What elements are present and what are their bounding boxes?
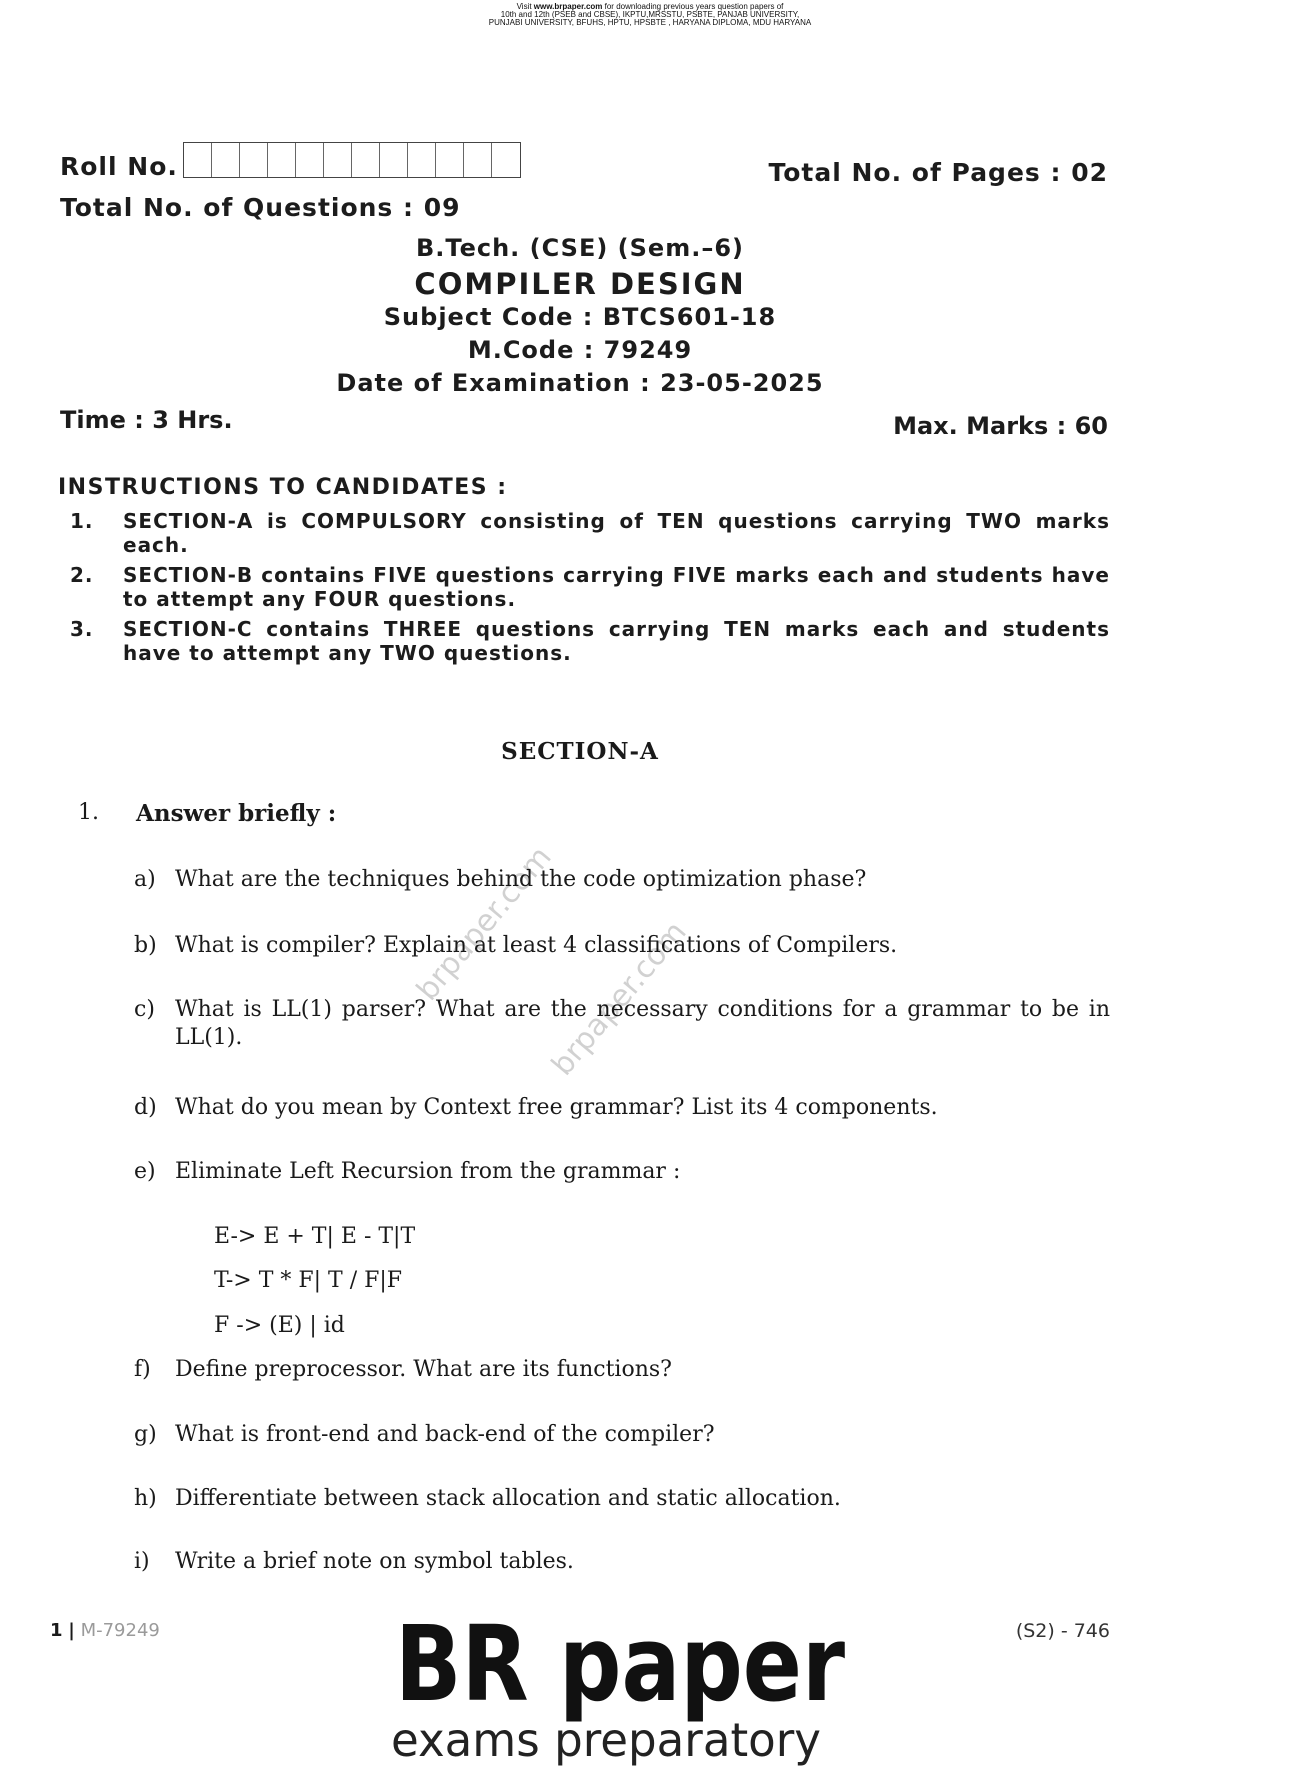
course-title: B.Tech. (CSE) (Sem.–6) xyxy=(415,234,744,262)
sub-question-text: What are the techniques behind the code optimization phase? xyxy=(175,867,867,892)
subject-title: COMPILER DESIGN xyxy=(414,267,746,301)
sub-question xyxy=(134,1094,1110,1122)
sub-question-text: What is compiler? Explain at least 4 classifications of Compilers. xyxy=(175,933,898,958)
instruction-text: SECTION-C contains THREE questions carrying TEN marks each and students have to attempt any TWO questions. xyxy=(123,617,1110,665)
watermark: brpaper.com xyxy=(410,839,559,1008)
instruction-item xyxy=(70,563,1110,611)
instruction-text: SECTION-B contains FIVE questions carrying FIVE marks each and students have to attempt any FOUR questions. xyxy=(123,563,1110,611)
sub-question-label: g) xyxy=(134,1422,157,1447)
subject-code: Subject Code : BTCS601-18 xyxy=(383,303,777,331)
instruction-number: 3. xyxy=(70,617,94,641)
footer-page-info xyxy=(50,1620,160,1641)
sub-question xyxy=(134,1485,1110,1513)
sub-question xyxy=(134,1356,1110,1384)
logo-tagline: exams preparatory xyxy=(391,1713,821,1767)
exam-time: Time : 3 Hrs. xyxy=(60,406,233,434)
top-notice-prefix: Visit xyxy=(516,2,534,11)
instruction-item xyxy=(70,509,1110,557)
watermark: brpaper.com xyxy=(545,914,694,1083)
sub-question-text: Eliminate Left Recursion from the grammar : xyxy=(175,1159,681,1184)
instruction-number: 1. xyxy=(70,509,94,533)
sub-question-label: c) xyxy=(134,997,155,1022)
question-title: Answer briefly : xyxy=(136,800,337,827)
total-questions: Total No. of Questions : 09 xyxy=(60,193,461,222)
max-marks: Max. Marks : 60 xyxy=(893,412,1108,440)
brpaper-logo xyxy=(380,1603,860,1768)
sub-question-text: What is front-end and back-end of the compiler? xyxy=(175,1422,715,1447)
sub-question-text: Write a brief note on symbol tables. xyxy=(175,1549,574,1574)
total-pages: Total No. of Pages : 02 xyxy=(768,158,1108,187)
instruction-item xyxy=(70,617,1110,665)
sub-question xyxy=(134,1421,1110,1449)
roll-no-boxes[interactable] xyxy=(183,142,521,178)
top-notice-site-link[interactable]: www.brpaper.com xyxy=(533,2,603,11)
sub-question-label: i) xyxy=(134,1549,150,1574)
question-number: 1. xyxy=(78,800,99,825)
top-notice xyxy=(0,3,1300,27)
sub-question-label: a) xyxy=(134,867,156,892)
instructions-title: INSTRUCTIONS TO CANDIDATES : xyxy=(58,475,508,500)
sub-question-text: Differentiate between stack allocation and static allocation. xyxy=(175,1486,841,1511)
sub-question xyxy=(134,866,1110,894)
sub-question xyxy=(134,1158,1110,1186)
top-notice-line3: PUNJABI UNIVERSITY, BFUHS, HPTU, HPSBTE , HARYANA DIPLOMA, MDU HARYANA xyxy=(488,18,812,27)
sub-question-label: f) xyxy=(134,1357,151,1382)
grammar-rule: T-> T * F| T / F|F xyxy=(214,1268,403,1293)
instruction-text: SECTION-A is COMPULSORY consisting of TEN questions carrying TWO marks each. xyxy=(123,509,1110,557)
page-number: 1 xyxy=(50,1620,63,1641)
sub-question-label: b) xyxy=(134,933,157,958)
logo-title: BR paper xyxy=(395,1603,845,1725)
roll-no-label: Roll No. xyxy=(60,152,178,181)
section-a-title: SECTION-A xyxy=(501,738,659,765)
sub-question xyxy=(134,1548,1110,1576)
m-code: M.Code : 79249 xyxy=(467,336,693,364)
sub-question-label: e) xyxy=(134,1159,156,1184)
sub-question xyxy=(134,932,1110,960)
sub-question-text: What is LL(1) parser? What are the necessary conditions for a grammar to be in LL(1). xyxy=(175,997,1110,1050)
top-notice-line2: 10th and 12th (PSEB and CBSE), IKPTU,MRSSTU, PSBTE, PANJAB UNIVERSITY, xyxy=(500,10,800,19)
top-notice-suffix: for downloading previous years question papers of xyxy=(602,2,784,11)
sub-question-label: d) xyxy=(134,1095,157,1120)
grammar-rule: F -> (E) | id xyxy=(214,1313,345,1338)
footer-code: (S2) - 746 xyxy=(1015,1620,1110,1642)
exam-date: Date of Examination : 23-05-2025 xyxy=(336,369,824,397)
footer-separator: | xyxy=(68,1620,75,1641)
sub-question-text: Define preprocessor. What are its functions? xyxy=(175,1357,672,1382)
footer-m-code: M-79249 xyxy=(80,1620,160,1641)
sub-question-label: h) xyxy=(134,1486,157,1511)
instruction-number: 2. xyxy=(70,563,94,587)
grammar-rule: E-> E + T| E - T|T xyxy=(214,1224,416,1249)
sub-question-text: What do you mean by Context free grammar? List its 4 components. xyxy=(175,1095,938,1120)
